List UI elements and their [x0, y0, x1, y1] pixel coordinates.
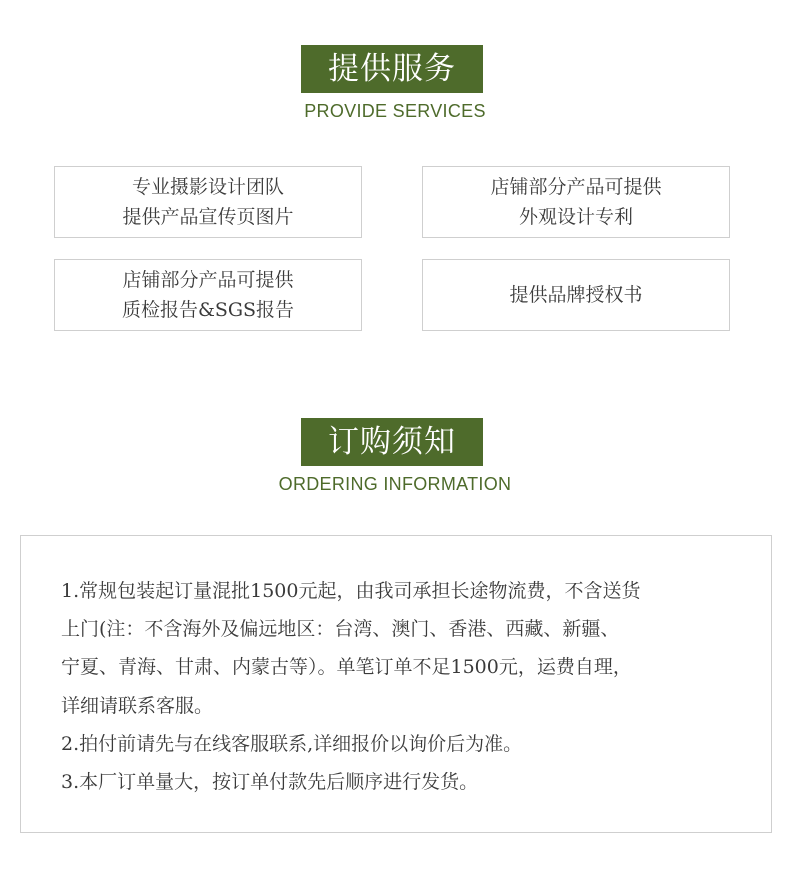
ordering-title: 订购须知	[328, 424, 456, 460]
ordering-info-box	[20, 535, 772, 833]
ordering-subtitle: ORDERING INFORMATION	[278, 474, 512, 494]
service-card-line: 店铺部分产品可提供	[490, 176, 662, 198]
service-card-line: 提供产品宣传页图片	[122, 206, 294, 228]
ordering-info-line: 1.常规包装起订量混批1500元起，由我司承担长途物流费，不含送货	[61, 580, 641, 602]
ordering-title-badge	[301, 418, 483, 466]
services-title-badge	[301, 45, 483, 93]
ordering-info-line: 2.拍付前请先与在线客服联系,详细报价以询价后为准。	[61, 732, 523, 755]
ordering-info-line: 宁夏、青海、甘肃、内蒙古等）。单笔订单不足1500元，运费自理，	[61, 656, 632, 679]
service-card-line: 提供品牌授权书	[509, 284, 643, 306]
service-card-line: 店铺部分产品可提供	[122, 269, 294, 291]
service-card-brand-authorization	[422, 259, 730, 331]
service-card-photography	[54, 166, 362, 238]
service-card-quality-report	[54, 259, 362, 331]
service-card-line: 专业摄影设计团队	[131, 176, 284, 198]
services-subtitle: PROVIDE SERVICES	[304, 101, 486, 121]
service-card-line: 质检报告&SGS报告	[121, 299, 295, 321]
service-card-line: 外观设计专利	[518, 206, 633, 228]
ordering-info-line: 3.本厂订单量大，按订单付款先后顺序进行发货。	[61, 771, 479, 794]
services-title: 提供服务	[328, 51, 456, 87]
service-card-design-patent	[422, 166, 730, 238]
ordering-info-line: 上门(注：不含海外及偏远地区：台湾、澳门、香港、西藏、新疆、	[61, 618, 620, 641]
ordering-info-line: 详细请联系客服。	[61, 694, 214, 717]
